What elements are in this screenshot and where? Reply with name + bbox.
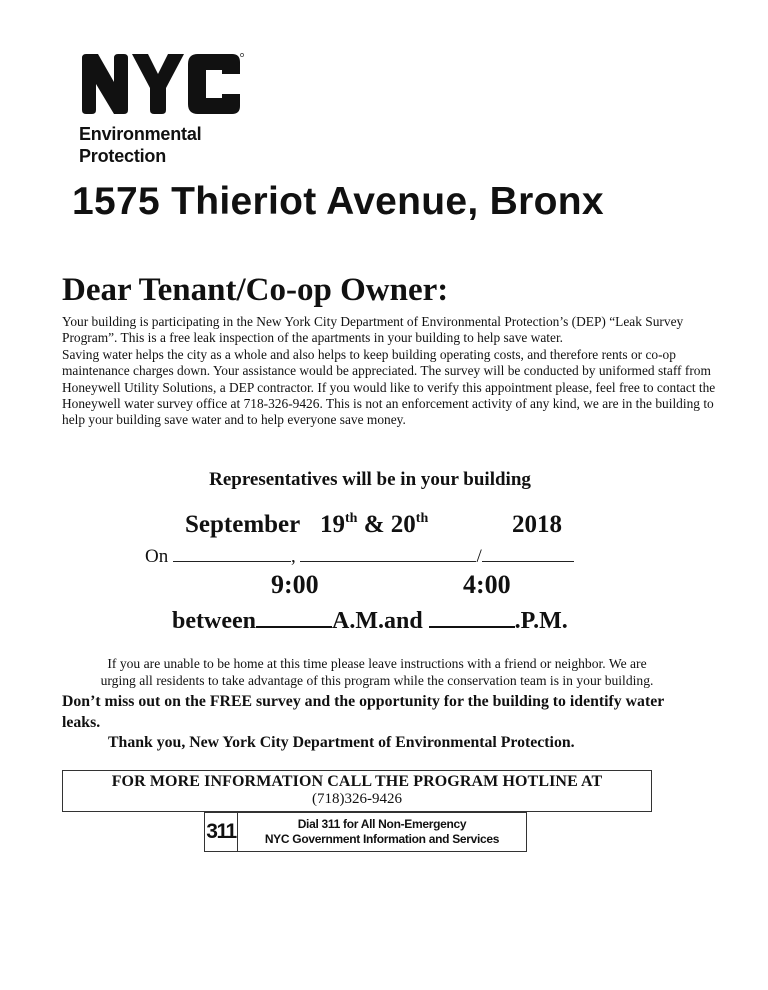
schedule-month: September — [185, 511, 301, 538]
blank-date — [300, 545, 476, 562]
slash: / — [476, 546, 482, 567]
on-label: On — [145, 546, 169, 567]
blank-start-time — [256, 606, 332, 628]
pm-label: .P.M. — [514, 608, 568, 634]
dont-miss-callout: Don’t miss out on the FREE survey and the opportunity for the building to identify water leaks. — [62, 693, 664, 731]
note-line-2: urging all residents to take advantage of this program while the conservation team is in your building. — [100, 673, 654, 688]
end-time: 4:00 — [463, 570, 511, 599]
day-2-suffix: th — [415, 511, 429, 526]
day-1: 19 — [320, 511, 345, 538]
nyc-311-line-1: Dial 311 for All Non-Emergency — [297, 817, 467, 831]
schedule-days — [320, 511, 428, 539]
ampersand: & — [363, 511, 385, 538]
note-line-1: If you are unable to be home at this time please leave instructions with a friend or neighbor. We are — [107, 656, 647, 671]
day-1-suffix: th — [345, 511, 358, 526]
thank-you-line: Thank you, New York City Department of Environmental Protection. — [108, 734, 575, 751]
hotline-phone: (718)326-9426 — [312, 791, 402, 807]
logo-text-environmental: Environmental — [79, 124, 202, 144]
day-2: 20 — [390, 511, 416, 538]
nyc-311-text — [238, 813, 526, 851]
building-address: 1575 Thieriot Avenue, Bronx — [72, 180, 604, 223]
nyc-311-logo: 311 — [205, 813, 238, 851]
schedule-year: 2018 — [512, 511, 562, 538]
am-and-label: A.M.and — [331, 608, 423, 634]
nyc-311-line-2: NYC Government Information and Services — [264, 832, 500, 846]
blank-end-time — [429, 606, 515, 628]
between-label: between — [172, 608, 256, 634]
logo-text-protection: Protection — [79, 146, 167, 166]
schedule-heading: Representatives will be in your building — [209, 469, 531, 490]
comma: , — [290, 546, 296, 567]
absence-note — [62, 655, 692, 689]
body-paragraph-1: Your building is participating in the New York City Department of Environmental Protection’s (DEP) “Leak Survey Program”. This is a free leak inspection of the apartments in your building to help save water. — [62, 314, 684, 346]
blank-weekday — [173, 545, 291, 562]
salutation: Dear Tenant/Co-op Owner: — [62, 272, 449, 308]
nyc-311-box — [204, 812, 527, 852]
letter-body — [62, 314, 722, 429]
time-fill-line — [172, 606, 568, 635]
hotline-box — [62, 770, 652, 812]
blank-year — [482, 545, 574, 562]
start-time: 9:00 — [271, 570, 319, 599]
hotline-label: FOR MORE INFORMATION CALL THE PROGRAM HOTLINE AT — [111, 773, 603, 790]
body-paragraph-2: Saving water helps the city as a whole and also helps to keep building operating costs, and therefore rents or co-op maintenance charges down. Your assistance would be appreciated. The survey will be conducted by uniformed staff from Honeywell Utility Solutions, a DEP contractor. If you would like to verify this appointment please, feel free to contact the Honeywell water survey office at 718-326-9426. This is not an enforcement activity of any kind, we are in the building to help your building save water and to help everyone save money. — [62, 346, 716, 428]
nyc-logo — [80, 52, 245, 116]
date-fill-line — [145, 545, 574, 568]
